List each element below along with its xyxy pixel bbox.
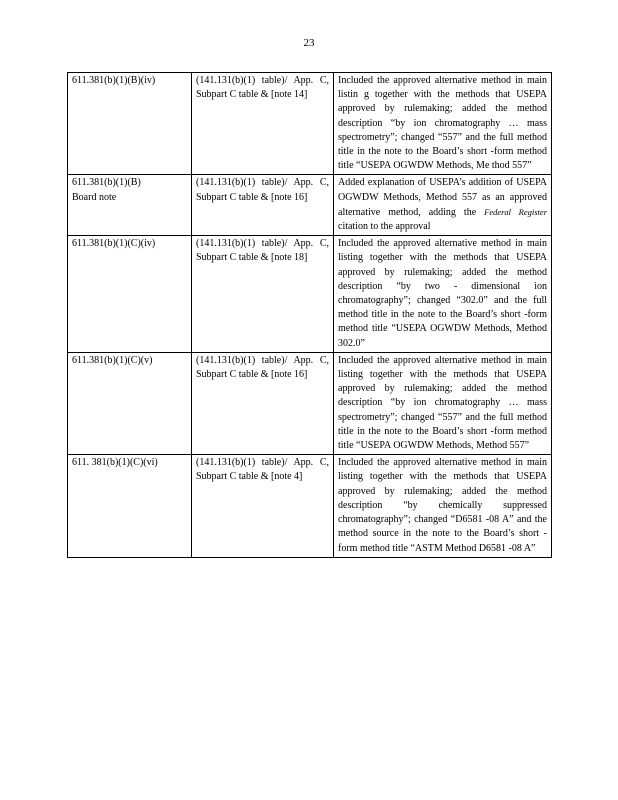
section-note: Board note: [72, 191, 117, 203]
page-number: 23: [303, 37, 315, 49]
reference-cell: (141.131(b)(1) table)/ App. C, Subpart C table & [note 16]: [192, 175, 334, 236]
table-row: [68, 236, 552, 353]
section-citation: 611.381(b)(1)(C)(v): [72, 354, 153, 366]
section-cell: [68, 175, 192, 236]
table-row: [68, 352, 552, 454]
description-cell: Included the approved alternative method in main listing together with the methods that USEPA approved by rulemaking; added the method description “by chemically suppressed chromatography”; changed “D6581 -08 A” and the method source in the note to the Board’s short - form method title “ASTM Method D6581 -08 A”: [334, 455, 552, 557]
section-citation: 611. 381(b)(1)(C)(vi): [72, 457, 158, 469]
table-row: [68, 455, 552, 557]
reference-cell: (141.131(b)(1) table)/ App. C, Subpart C table & [note 16]: [192, 352, 334, 454]
description-cell: Included the approved alternative method in main listing together with the methods that USEPA approved by rulemaking; added the method description “by ion chromatography … mass spectrometry”; changed “557” and the full method title in the note to the Board’s short -form method title “USEPA OGWDW Methods, Method 557”: [334, 352, 552, 454]
table-row: [68, 73, 552, 175]
table-row: [68, 175, 552, 236]
description-text-end: citation to the approval: [338, 221, 431, 233]
description-cell: Included the approved alternative method in main listin g together with the methods that USEPA approved by rulemaking; added the method description “by ion chromatography … mass spectrometry”; changed “557” and the full method title in the note to the Board’s short -form method title “USEPA OGWDW Methods, Me thod 557”: [334, 73, 552, 175]
reference-cell: (141.131(b)(1) table)/ App. C, Subpart C table & [note 14]: [192, 73, 334, 175]
section-citation: 611.381(b)(1)(B)(iv): [72, 75, 156, 86]
section-citation: 611.381(b)(1)(B): [72, 177, 141, 189]
section-citation: 611.381(b)(1)(C)(iv): [72, 238, 156, 250]
section-cell: [68, 455, 192, 557]
reference-cell: (141.131(b)(1) table)/ App. C, Subpart C table & [note 18]: [192, 236, 334, 353]
description-text: Added explanation of USEPA’s addition of USEPA OGWDW Methods, Method 557 as an approved alternative method, adding the: [338, 177, 547, 218]
section-cell: [68, 236, 192, 353]
change-table: [67, 72, 552, 558]
federal-register-text: Federal Register: [484, 206, 547, 217]
section-cell: [68, 73, 192, 175]
description-cell: [334, 175, 552, 236]
description-cell: Included the approved alternative method in main listing together with the methods that USEPA approved by rulemaking; added the method description “by two - dimensional ion chromatography”; changed “302.0” and the full method title in the note to the Board’s short -form method title “USEPA OGWDW Methods, Method 302.0”: [334, 236, 552, 353]
reference-cell: (141.131(b)(1) table)/ App. C, Subpart C table & [note 4]: [192, 455, 334, 557]
section-cell: [68, 352, 192, 454]
